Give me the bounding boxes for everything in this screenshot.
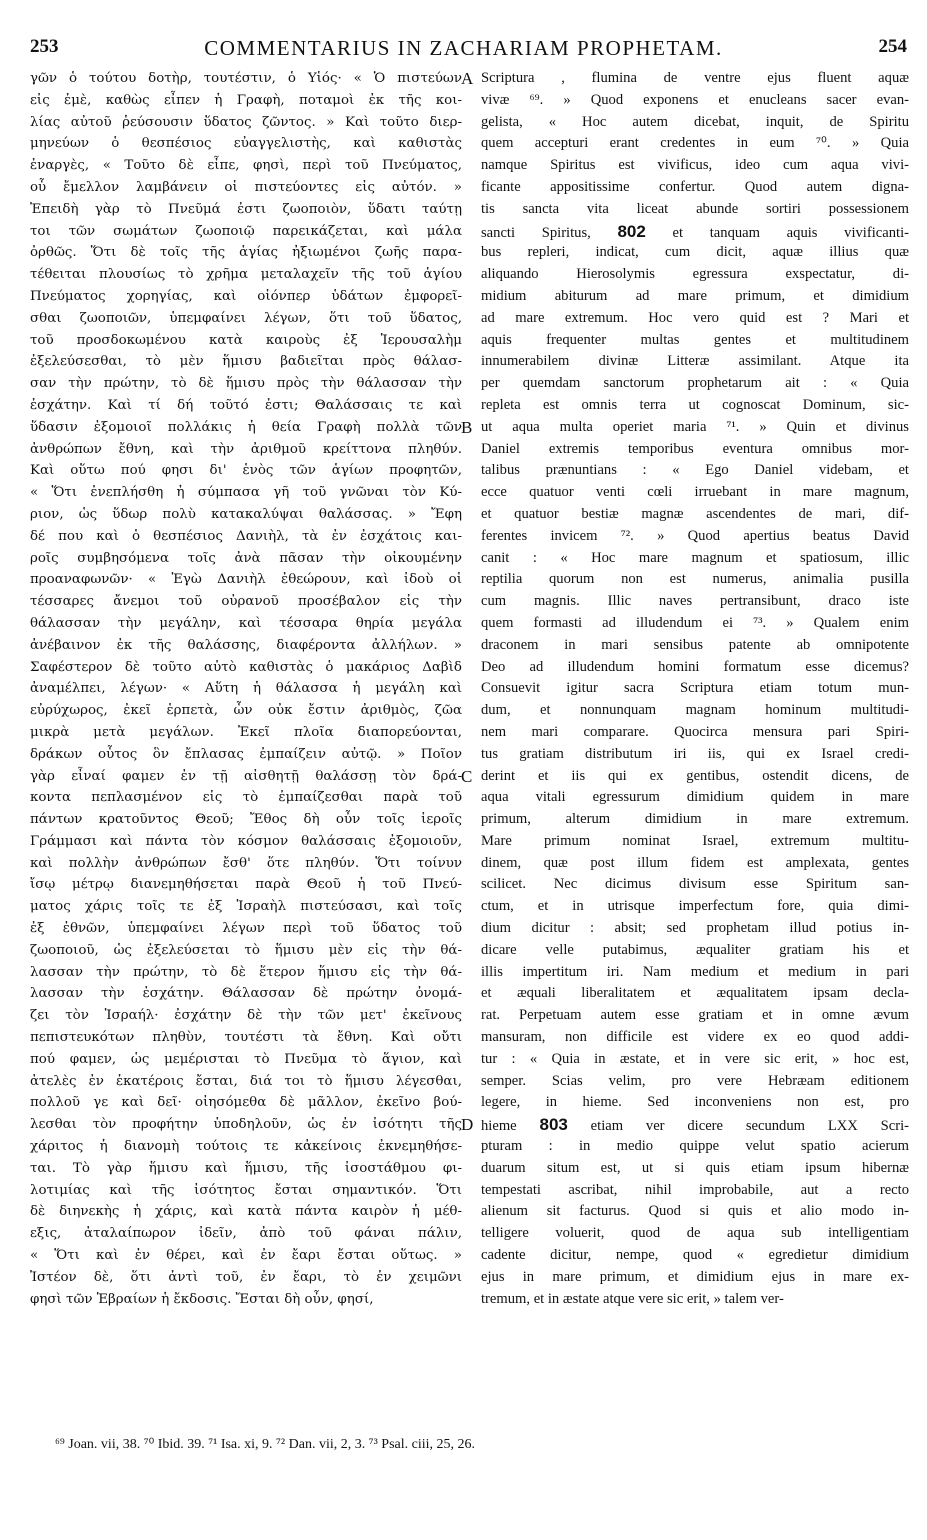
- latin-text-line: et quatuor bestiæ magnæ ascendentes de mari, dif-: [481, 505, 909, 522]
- latin-text-line: duarum situm est, ut si quis etiam ipsum hibernæ: [481, 1159, 909, 1176]
- greek-text-line: λασσαν τὴν ἐσχάτην. Θάλασσαν δὲ πρώτην ὀνομά-: [30, 986, 462, 1002]
- greek-text-line: Πνεύματος χορηγίας, καὶ οἱόνπερ ὑδάτων ἐμφορεῖ-: [30, 288, 462, 304]
- latin-text-line: illis impertitum iri. Nam medium et medium in pari: [481, 963, 909, 980]
- latin-text-line: Daniel extremis temporibus eventura omnibus mor-: [481, 440, 909, 457]
- greek-text-line: Σαφέστερον δὲ τοῦτο αὐτὸ καθιστὰς ὁ μακάριος Δαβὶδ: [30, 659, 462, 675]
- greek-text-line: εἰς ἐμὲ, καθὼς εἶπεν ἡ Γραφὴ, ποταμοὶ ἐκ τῆς κοι-: [30, 92, 462, 108]
- greek-text-line: δράκων οὗτος ὃν ἔπλασας ἐμπαίζειν αὐτῷ. » Ποῖον: [30, 746, 462, 762]
- greek-text-line: ἀνθρώπων ἔθνη, καὶ τὴν ἀριθμοῦ κρείττονα πληθύν.: [30, 441, 462, 457]
- latin-text-line: per quemdam sanctorum prophetarum ait : « Quia: [481, 375, 909, 392]
- greek-text-line: λοτιμίας καὶ τῆς ἰσότητος ἔσται σημαντικόν. Ὅτι: [30, 1182, 462, 1198]
- column-number: 803: [539, 1115, 568, 1135]
- greek-text-line: « Ὅτι καὶ ἐν θέρει, καὶ ἐν ἔαρι ἔσται οὕτως. »: [30, 1248, 462, 1264]
- latin-text-line: et æquali liberalitatem et æqualitatem ipsam decla-: [481, 985, 909, 1002]
- page-number-right: 254: [878, 36, 907, 57]
- latin-text-line: ficante appositissime confertur. Quod autem digna-: [481, 178, 909, 195]
- page-number-left: 253: [30, 36, 59, 57]
- greek-text-line: τοι τῶν σωμάτων ζωοποιῷ παρεικάζεται, καὶ μάλα: [30, 223, 462, 239]
- greek-text-line: τέθειται πλουσίως τὸ χρῆμα μεταλαχεῖν τῆς τοῦ ἁγίου: [30, 267, 462, 283]
- greek-text-line: ζωοποιοῦ, ὡς ἐξελεύσεται τὸ ἥμισυ μὲν εἰς τὴν θά-: [30, 942, 462, 958]
- latin-text-line: cadente dicitur, nempe, quod « egredietur dimidium: [481, 1247, 909, 1264]
- latin-text-line: pturam : in medio quippe velut spatio acierum: [481, 1138, 909, 1155]
- greek-text-line: ἐξελεύσεσθαι, τὸ μὲν ἥμισυ βαδιεῖται πρὸς θάλασ-: [30, 354, 462, 370]
- latin-text-line: Mare primum nominat Israel, extremum multitu-: [481, 832, 909, 849]
- latin-text-line: tremum, et in æstate atque vere sic erit, » talem ver-: [481, 1290, 784, 1307]
- column-number: 802: [617, 221, 646, 241]
- latin-text-line: dinem, quæ post illum fidem est amplexata, gentes: [481, 854, 909, 871]
- greek-text-line: Ἐπειδὴ γὰρ τὸ Πνεῦμά ἐστι ζωοποιὸν, ὕδατι ταύτῃ: [30, 201, 462, 217]
- latin-text-line: aliquando Hierosolymis egressura exspectatur, di-: [481, 266, 909, 283]
- greek-text-line: πού φαμεν, ὡς μεμέρισται τὸ Πνεῦμα τὸ ἅγιον, καὶ: [30, 1051, 462, 1067]
- greek-text-line: τοῦ προσδοκωμένου κατὰ καιροὺς ἐξ Ἱερουσαλὴμ: [30, 332, 462, 348]
- greek-text-line: μικρὰ μετὰ μεγάλων. Ἐκεῖ πλοῖα διαπορεύονται,: [30, 724, 462, 740]
- greek-text-line: οὗ ἔμελλον λαμβάνειν οἱ πιστεύοντες εἰς αὐτόν. »: [30, 179, 462, 195]
- latin-text-line: tur : « Quia in æstate, et in vere sic erit, » hoc est,: [481, 1050, 909, 1067]
- latin-text-line: quem accepturi erant credentes in eum ⁷⁰. » Quia: [481, 135, 909, 152]
- latin-text-line: Scriptura , flumina de ventre ejus fluent aquæ: [481, 70, 909, 86]
- latin-text-line: telligere voluerit, quod de aqua sub intelligentiam: [481, 1225, 909, 1242]
- greek-text-line: λεσθαι τὸν προφήτην ὑποδηλοῦν, ὡς ἐν ἰσότητι τῆς: [30, 1117, 462, 1133]
- section-marker: D: [461, 1115, 474, 1135]
- latin-text-line: vivæ ⁶⁹. » Quod exponens et enucleans sacer evan-: [481, 91, 909, 108]
- latin-text-line: semper. Scias velim, pro vere Hebræam editionem: [481, 1072, 909, 1089]
- greek-text-column: [30, 68, 462, 1310]
- greek-text-line: τέσσαρες ἄνεμοι τοῦ οὐρανοῦ προσέβαλον εἰς τὴν: [30, 594, 462, 610]
- latin-text-line: Consuevit igitur sacra Scriptura etiam totum mun-: [481, 680, 909, 697]
- latin-text-line: dum, et nonnunquam magnam hominum multitudi-: [481, 702, 909, 719]
- latin-text-line: ecce quatuor venti cœli irruebant in mare magnum,: [481, 484, 909, 501]
- greek-text-line: ται. Τὸ γὰρ ἥμισυ καὶ ἥμισυ, τῆς ἰσοστάθμου φι-: [30, 1160, 462, 1176]
- running-header: [0, 36, 927, 62]
- running-title: COMMENTARIUS IN ZACHARIAM PROPHETAM.: [204, 36, 723, 60]
- latin-text-line: bus repleri, indicat, cum dicit, aquæ illius quæ: [481, 244, 909, 261]
- greek-text-line: ἀναμέλπει, λέγων· « Αὕτη ἡ θάλασσα ἡ μεγάλη καὶ: [30, 681, 462, 697]
- greek-text-line: Γράμμασι καὶ πάντα τὸν κόσμον θαλάσσαις ἐξομοιοῦν,: [30, 833, 462, 849]
- greek-text-line: λίας αὐτοῦ ῥεύσουσιν ὕδατος ζῶντος. » Καὶ τοῦτο διερ-: [30, 114, 462, 130]
- greek-text-line: γὰρ εἶναί φαμεν ἐν τῇ αἰσθητῇ θαλάσσῃ τὸν δρά-: [30, 768, 462, 784]
- latin-text-line: scilicet. Nec dicimus divisum esse Spiritum san-: [481, 876, 909, 893]
- greek-text-line: ἴσῳ μέτρῳ διανεμηθήσεται παρὰ Θεοῦ ἡ τοῦ Πνεύ-: [30, 877, 462, 893]
- latin-text-line: midium abiturum ad mare primum, et dimidium: [481, 287, 909, 304]
- latin-text-line: ferentes invicem ⁷². » Quod apertius beatus David: [481, 527, 909, 544]
- greek-text-line: εξις, ἀταλαίπωρον ἰδεῖν, ἀπὸ τοῦ φάναι πάλιν,: [30, 1226, 462, 1242]
- greek-text-line: κοντα πεπλασμένον εἰς τὸ ἐμπαίζεσθαι παρὰ τοῦ: [30, 790, 462, 806]
- greek-text-line: δὲ διηνεκὴς ἡ χάρις, καὶ κατὰ πάντα καιρὸν ἡ μέθ-: [30, 1204, 462, 1220]
- greek-text-line: γῶν ὁ τούτου δοτὴρ, τουτέστιν, ὁ Υἱός· « Ὁ πιστεύων: [30, 71, 462, 86]
- latin-text-line: rat. Perpetuam autem esse gratiam et in omne ævum: [481, 1007, 909, 1024]
- latin-text-line: ut aqua multa operiet maria ⁷¹. » Quin et divinus: [481, 418, 909, 435]
- latin-text-line: draconem in mari sensibus patente ab omnipotente: [481, 636, 909, 653]
- greek-text-line: εὐρύχωρος, ἐκεῖ ἑρπετὰ, ὧν οὐκ ἔστιν ἀριθμὸς, ζῶα: [30, 703, 462, 719]
- greek-text-line: ὀρθῶς. Ὅτι δὲ τοῖς τῆς ἁγίας ἠξιωμένοι ζωῆς παρα-: [30, 245, 462, 261]
- greek-text-line: πάντων κρατοῦντος Θεοῦ; Ἔθος δὴ οὖν τοῖς ἱεροῖς: [30, 812, 462, 828]
- latin-text-line: legere, in hieme. Sed inconveniens non est, pro: [481, 1094, 909, 1111]
- latin-text-line: tempestati ascribat, nihil improbabile, aut a recto: [481, 1181, 909, 1198]
- greek-text-line: προαναφωνῶν· « Ἐγὼ Δανιὴλ ἐθεώρουν, καὶ ἰδοὺ οἱ: [30, 572, 462, 588]
- greek-text-line: ἐναργὲς, « Τοῦτο δὲ εἶπε, φησὶ, περὶ τοῦ Πνεύματος,: [30, 158, 462, 174]
- latin-text-line: namque Spiritus est vivificus, ideo cum aqua vivi-: [481, 157, 909, 174]
- greek-text-line: σθαι ζωοποιῶν, ὑπεμφαίνει λέγων, ὅτι τοῦ ὕδατος,: [30, 310, 462, 326]
- section-marker: C: [461, 766, 473, 786]
- latin-text-line: hieme 803 etiam ver dicere secundum LXX Scri-: [481, 1115, 909, 1135]
- greek-text-line: ἐσχάτην. Καὶ τί δή τοῦτό ἐστι; Θαλάσσαις τε καὶ: [30, 397, 462, 413]
- greek-text-line: μηνεύων ὁ θεσπέσιος εὐαγγελιστὴς, καὶ καθιστὰς: [30, 136, 462, 152]
- latin-text-line: tus gratiam distributum iri iis, qui ex Israel credi-: [481, 745, 909, 762]
- greek-text-line: ὕδασιν ἐξομοιοῖ πολλάκις ἡ θεία Γραφὴ πολλὰ τῶν: [30, 419, 462, 435]
- latin-text-line: tis sancta vita liceat abunde sortiri possessionem: [481, 200, 909, 217]
- greek-text-line: Ἰστέον δὲ, ὅτι ἀντὶ τοῦ, ἐν ἔαρι, τὸ ἐν χειμῶνι: [30, 1269, 462, 1285]
- greek-text-line: « Ὅτι ἐνεπλήσθη ἡ σύμπασα γῆ τοῦ γνῶναι τὸν Κύ-: [30, 485, 462, 501]
- latin-text-line: nem mari comparare. Quocirca mensura pari Spiri-: [481, 723, 909, 740]
- latin-text-line: primum, alterum dimidium in mare extremum.: [481, 811, 909, 828]
- greek-text-line: φησὶ τῶν Ἑβραίων ἡ ἔκδοσις. Ἔσται δὴ οὖν, φησί,: [30, 1291, 374, 1307]
- latin-text-line: mansuram, non difficile est videre ex eo quod addi-: [481, 1029, 909, 1046]
- latin-text-line: reptilia quorum non est numerus, animalia pusilla: [481, 571, 909, 588]
- latin-text-line: gelista, « Hoc autem dicebat, inquit, de Spiritu: [481, 113, 909, 130]
- greek-text-line: χάριτος ἡ διανομὴ τούτοις τε κἀκείνοις ἐκνεμηθήσε-: [30, 1139, 462, 1155]
- latin-text-line: derint et iis qui ex gentibus, ostendit dicens, de: [481, 767, 909, 784]
- latin-text-line: aqua vitali egressurum dimidium quidem in mare: [481, 789, 909, 806]
- section-marker: B: [461, 417, 473, 437]
- greek-text-line: ματος χάρις τοῖς τε ἐξ Ἰσραὴλ πιστεύσασι, καὶ τοῖς: [30, 899, 462, 915]
- latin-text-line: repleta est omnis terra ut cognoscat Dominum, sic-: [481, 396, 909, 413]
- greek-text-line: σαν τὴν πρώτην, τὸ δὲ ἥμισυ πρὸς τὴν θάλασσαν τὴν: [30, 376, 462, 392]
- latin-text-line: talibus prænuntians : « Ego Daniel videbam, et: [481, 462, 909, 479]
- latin-text-line: innumerabilem divinæ Litteræ assimilant. Atque ita: [481, 353, 909, 370]
- greek-text-line: ζει τὸν Ἰσραήλ· ἐσχάτην δὲ τὴν τῶν μετ' ἐκεῖνους: [30, 1008, 462, 1024]
- greek-text-line: πολλοῦ γε καὶ δεῖ· οἰησόμεθα δὲ μᾶλλον, ἐκεῖνο βού-: [30, 1095, 462, 1111]
- latin-text-line: sancti Spiritus, 802 et tanquam aquis vivificanti-: [481, 221, 909, 241]
- latin-text-line: ctum, et in utrisque imperfectum fore, quia dimi-: [481, 898, 909, 915]
- greek-text-line: ἀνέβαινον ἐκ τῆς θαλάσσης, διαφέροντα ἀλλήλων. »: [30, 637, 462, 653]
- greek-text-line: καὶ πολλὴν ἀνθρώπων ἔσθ' ὅτε πληθύν. Ὅτι τοίνυν: [30, 855, 462, 871]
- latin-text-line: alienum sit facturus. Quod si quis et alio modo in-: [481, 1203, 909, 1220]
- section-marker: A: [461, 69, 474, 88]
- latin-text-line: aquis frequenter multas gentes et multitudinem: [481, 331, 909, 348]
- latin-text-line: Deo ad illudendum homini formatum esse dicemus?: [481, 658, 909, 675]
- greek-text-line: πεπιστευκότων πληθὺν, τουτέστι τὰ ἔθνη. Καὶ οὔτι: [30, 1030, 462, 1046]
- greek-text-line: ἀτελὲς ἐν ἑκατέροις ἔσται, διά τοι τὸ ἥμισυ λέγεσθαι,: [30, 1073, 462, 1089]
- latin-text-column: [481, 68, 909, 1310]
- footnotes: ⁶⁹ Joan. vii, 38. ⁷⁰ Ibid. 39. ⁷¹ Isa. xi, 9. ⁷² Dan. vii, 2, 3. ⁷³ Psal. ciii, 25, 26.: [55, 1437, 476, 1452]
- greek-text-line: ἐξ ἐθνῶν, ὑπεμφαίνει λέγων περὶ τοῦ ὕδατος τοῦ: [30, 921, 462, 937]
- greek-text-line: ριον, ὡς ὕδωρ πολὺ κατακαλύψαι θαλάσσας. » Ἔφη: [30, 506, 462, 522]
- latin-text-line: dium dicitur : absit; sed prophetam illud potius in-: [481, 920, 909, 937]
- greek-text-line: ροῖς συμβησόμενα τοῖς ἀνὰ πᾶσαν τὴν οἰκουμένην: [30, 550, 462, 566]
- greek-text-line: θάλασσαν τὴν μεγάλην, καὶ τέσσαρα θηρία μεγάλα: [30, 615, 462, 631]
- greek-text-line: δέ που καὶ ὁ θεσπέσιος Δανιὴλ, τὰ ἐν ἐσχάτοις και-: [30, 528, 462, 544]
- greek-text-line: Καὶ οὕτω πού φησι δι' ἑνὸς τῶν ἁγίων προφητῶν,: [30, 463, 462, 479]
- latin-text-line: dicare velle putabimus, æqualiter gratiam his et: [481, 941, 909, 958]
- latin-text-line: quem formasti ad illudendum ei ⁷³. » Qualem enim: [481, 614, 909, 631]
- greek-text-line: λασσαν τὴν πρώτην, τὸ δὲ ἕτερον ἥμισυ εἰς τὴν θά-: [30, 964, 462, 980]
- latin-text-line: canit : « Hoc mare magnum et spatiosum, illic: [481, 549, 909, 566]
- latin-text-line: cum magnis. Illic naves pertransibunt, draco iste: [481, 593, 909, 610]
- latin-text-line: ad mare extremum. Hoc vero quid est ? Mari et: [481, 309, 909, 326]
- latin-text-line: ejus in mare primum, et dimidium ejus in mare ex-: [481, 1268, 909, 1285]
